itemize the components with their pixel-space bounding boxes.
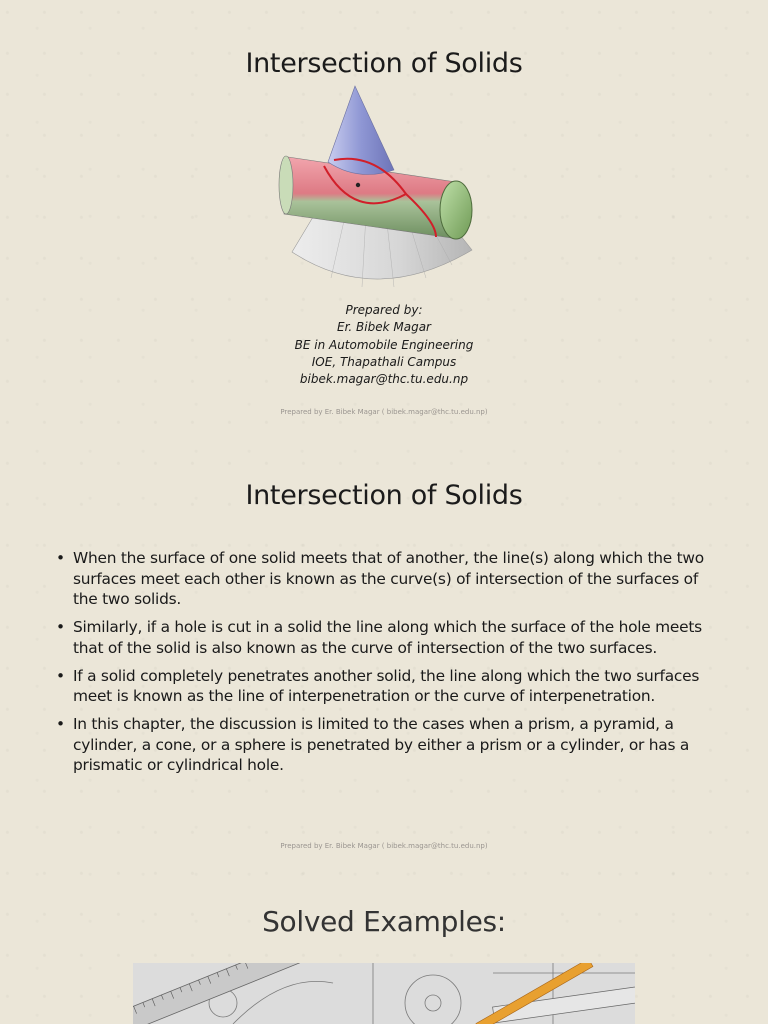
bullet-marker: • — [56, 549, 65, 567]
cone-cylinder-intersection-figure — [276, 82, 476, 297]
bullet-marker: • — [56, 715, 65, 733]
bullet-item — [56, 666, 716, 707]
credit-line: BE in Automobile Engineering — [294, 337, 474, 352]
credit-email: bibek.magar@thc.tu.edu.np — [299, 372, 469, 387]
bullet-text: If a solid completely penetrates another solid, the line along which the two surfaces meet is known as the line of interpenetration or the curve of interpenetration. — [73, 666, 700, 705]
definition-bullets — [56, 548, 716, 783]
slide-heading: Solved Examples: — [262, 905, 506, 938]
slide-footer: Prepared by Er. Bibek Magar ( bibek.magar@thc.tu.edu.np) — [280, 408, 488, 416]
slide-heading: Intersection of Solids — [245, 480, 523, 511]
slide-footer: Prepared by Er. Bibek Magar ( bibek.magar@thc.tu.edu.np) — [280, 842, 488, 850]
drafting-tools-photo — [133, 963, 635, 1024]
slide-title — [0, 0, 768, 432]
bullet-marker: • — [56, 666, 65, 685]
bullet-text: In this chapter, the discussion is limited to the cases when a prism, a pyramid, a cylinder, a cone, or a sphere is penetrated by either a prism or a cylinder, or has a prismatic or cylindrical hole. — [73, 715, 690, 774]
author-credits — [0, 302, 768, 388]
bullet-item — [56, 714, 716, 776]
credit-line: IOE, Thapathali Campus — [311, 354, 457, 369]
slide-title-heading: Intersection of Solids — [245, 48, 523, 79]
bullet-marker: • — [56, 618, 65, 636]
bullet-item — [56, 617, 716, 658]
bullet-text: Similarly, if a hole is cut in a solid the line along which the surface of the hole meets that of the solid is also known as the curve of intersection of the two surfaces. — [73, 618, 702, 657]
bullet-item — [56, 548, 716, 610]
credit-line: Er. Bibek Magar — [337, 320, 431, 335]
bullet-text: When the surface of one solid meets that of another, the line(s) along which the two surfaces meet each other is known as the curve(s) of intersection of the surfaces of the two solids. — [73, 549, 704, 608]
credit-line: Prepared by: — [345, 303, 423, 317]
